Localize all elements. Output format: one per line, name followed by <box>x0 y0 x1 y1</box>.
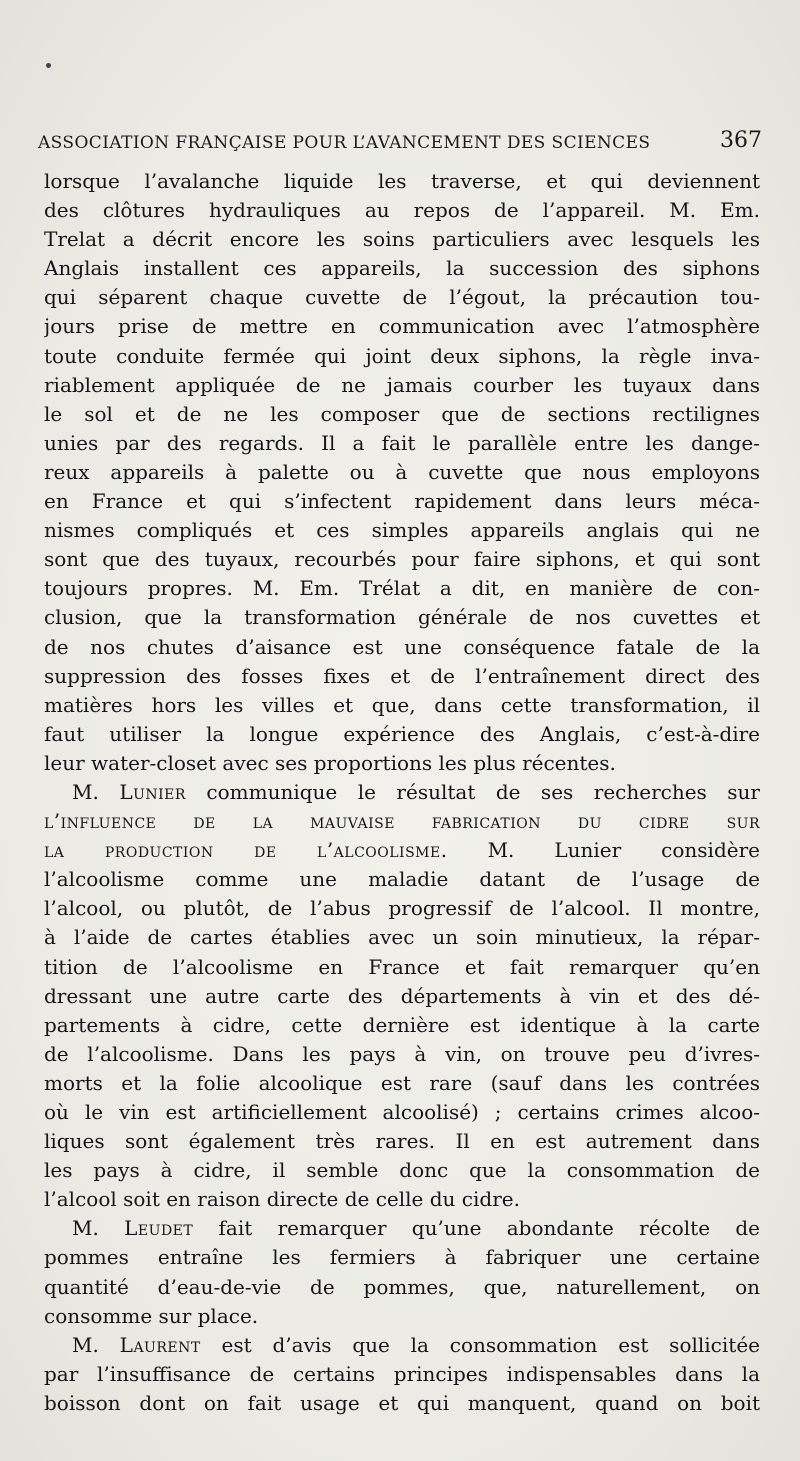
running-head <box>38 128 762 158</box>
text-run: quantité d’eau-de-vie de pommes, que, naturellement, on <box>44 1274 760 1299</box>
text-line <box>44 923 760 952</box>
text-line <box>44 283 760 312</box>
text-run: l’alcoolisme comme une maladie datant de l’usage de <box>44 867 760 892</box>
text-line <box>44 487 760 516</box>
text-run: suppression des fosses fixes et de l’entraînement direct des <box>44 663 760 688</box>
text-run: leur water-closet avec ses proportions les plus récentes. <box>44 750 616 775</box>
text-line <box>44 807 760 836</box>
text-line <box>44 865 760 894</box>
text-run: dressant une autre carte des départements à vin et des dé- <box>44 983 760 1008</box>
text-line <box>44 1069 760 1098</box>
text-run: par l’insuffisance de certains principes indispensables dans la <box>44 1361 760 1386</box>
text-run: pommes entraîne les fermiers à fabriquer une certaine <box>44 1245 760 1270</box>
text-line <box>44 691 760 720</box>
text-run: toujours propres. M. Em. Trélat a dit, en manière de con- <box>44 576 760 601</box>
text-run: unies par des regards. Il a fait le parallèle entre les dange- <box>44 430 760 455</box>
text-run: Anglais installent ces appareils, la succession des siphons <box>44 256 760 281</box>
small-caps-text: la production de l’alcoolisme. <box>44 838 448 863</box>
ink-speck <box>46 63 51 68</box>
text-line <box>44 545 760 574</box>
text-run: en France et qui s’infectent rapidement dans leurs méca- <box>44 489 760 514</box>
text-run: de l’alcoolisme. Dans les pays à vin, on trouve peu d’ivres- <box>44 1041 760 1066</box>
text-line <box>44 167 760 196</box>
text-line <box>44 400 760 429</box>
text-run: de nos chutes d’aisance est une conséquence fatale de la <box>44 634 760 659</box>
text-line <box>44 254 760 283</box>
text-line <box>44 1185 760 1214</box>
text-line <box>44 1156 760 1185</box>
text-run: qui séparent chaque cuvette de l’égout, la précaution tou- <box>44 285 760 310</box>
text-run: tition de l’alcoolisme en France et fait remarquer qu’en <box>44 954 760 979</box>
text-line <box>44 603 760 632</box>
text-line <box>44 982 760 1011</box>
text-line <box>44 1331 760 1360</box>
text-run: des clôtures hydrauliques au repos de l’appareil. M. Em. <box>44 198 760 223</box>
text-run: reux appareils à palette ou à cuvette que nous employons <box>44 459 760 484</box>
text-run: sont que des tuyaux, recourbés pour faire siphons, et qui sont <box>44 547 760 572</box>
text-run: toute conduite fermée qui joint deux siphons, la règle inva- <box>44 343 760 368</box>
text-line <box>44 662 760 691</box>
text-line <box>44 1243 760 1272</box>
text-line <box>44 836 760 865</box>
text-line <box>44 429 760 458</box>
text-line <box>44 1098 760 1127</box>
paragraph <box>44 778 760 1214</box>
text-line <box>44 749 760 778</box>
text-run: matières hors les villes et que, dans cette transformation, il <box>44 692 760 717</box>
text-run: où le vin est artificiellement alcoolisé) ; certains crimes alcoo- <box>44 1100 760 1124</box>
text-run: riablement appliquée de ne jamais courber les tuyaux dans <box>44 372 760 397</box>
text-run: à l’aide de cartes établies avec un soin minutieux, la répar- <box>44 925 760 950</box>
text-line <box>44 1273 760 1302</box>
text-line <box>44 371 760 400</box>
text-run: communique le résultat de ses recherches sur <box>185 779 760 804</box>
small-caps-text: Laurent <box>119 1332 201 1357</box>
text-run: lorsque l’avalanche liquide les traverse, et qui deviennent <box>44 169 760 193</box>
text-line <box>44 516 760 545</box>
paragraph <box>44 167 760 778</box>
small-caps-text: Leudet <box>124 1216 194 1241</box>
text-run: Trelat a décrit encore les soins particuliers avec lesquels les <box>44 227 760 252</box>
text-run: nismes compliqués et ces simples appareils anglais qui ne <box>44 518 760 543</box>
text-line <box>44 1127 760 1156</box>
text-run: M. Lunier considère <box>447 838 760 863</box>
text-line <box>44 633 760 662</box>
text-line <box>44 894 760 923</box>
text-run: est d’avis que la consommation est sollicitée <box>200 1332 760 1357</box>
text-line <box>44 953 760 982</box>
text-run: jours prise de mettre en communication avec l’atmosphère <box>44 314 760 339</box>
text-run: clusion, que la transformation générale de nos cuvettes et <box>44 605 760 630</box>
text-line <box>44 1214 760 1243</box>
text-line <box>44 196 760 225</box>
text-run: liques sont également très rares. Il en est autrement dans <box>44 1129 760 1154</box>
text-line <box>44 225 760 254</box>
text-run: les pays à cidre, il semble donc que la consommation de <box>44 1158 760 1183</box>
text-line <box>44 342 760 371</box>
text-line <box>44 312 760 341</box>
text-line <box>44 720 760 749</box>
text-run: l’alcool soit en raison directe de celle du cidre. <box>44 1187 520 1212</box>
text-line <box>44 1040 760 1069</box>
text-run: morts et la folie alcoolique est rare (sauf dans les contrées <box>44 1070 760 1095</box>
text-line <box>44 1011 760 1040</box>
small-caps-text: Lunier <box>119 779 186 804</box>
paragraph <box>44 1214 760 1330</box>
paragraph <box>44 1331 760 1418</box>
text-run: fait remarquer qu’une abondante récolte de <box>193 1216 760 1241</box>
text-run: l’alcool, ou plutôt, de l’abus progressif de l’alcool. Il montre, <box>44 896 760 921</box>
text-run: M. <box>72 1332 120 1357</box>
text-line <box>44 574 760 603</box>
running-head-title: ASSOCIATION FRANÇAISE POUR L’AVANCEMENT DES SCIENCES <box>38 133 651 153</box>
text-line <box>44 778 760 807</box>
text-line <box>44 1389 760 1418</box>
text-line <box>44 1360 760 1389</box>
text-run: M. <box>72 1216 125 1241</box>
text-run: faut utiliser la longue expérience des Anglais, c’est-à-dire <box>44 721 760 746</box>
text-run: partements à cidre, cette dernière est identique à la carte <box>44 1012 760 1037</box>
text-run: consomme sur place. <box>44 1303 259 1328</box>
text-run: M. <box>72 779 120 804</box>
text-run: boisson dont on fait usage et qui manquent, quand on boit <box>44 1390 760 1415</box>
body-text <box>44 167 760 1418</box>
text-run: le sol et de ne les composer que de sections rectilignes <box>44 401 760 426</box>
page-number: 367 <box>720 128 762 153</box>
text-line <box>44 458 760 487</box>
small-caps-text: l’influence de la mauvaise fabrication du cidre sur <box>44 809 760 834</box>
text-line <box>44 1302 760 1331</box>
